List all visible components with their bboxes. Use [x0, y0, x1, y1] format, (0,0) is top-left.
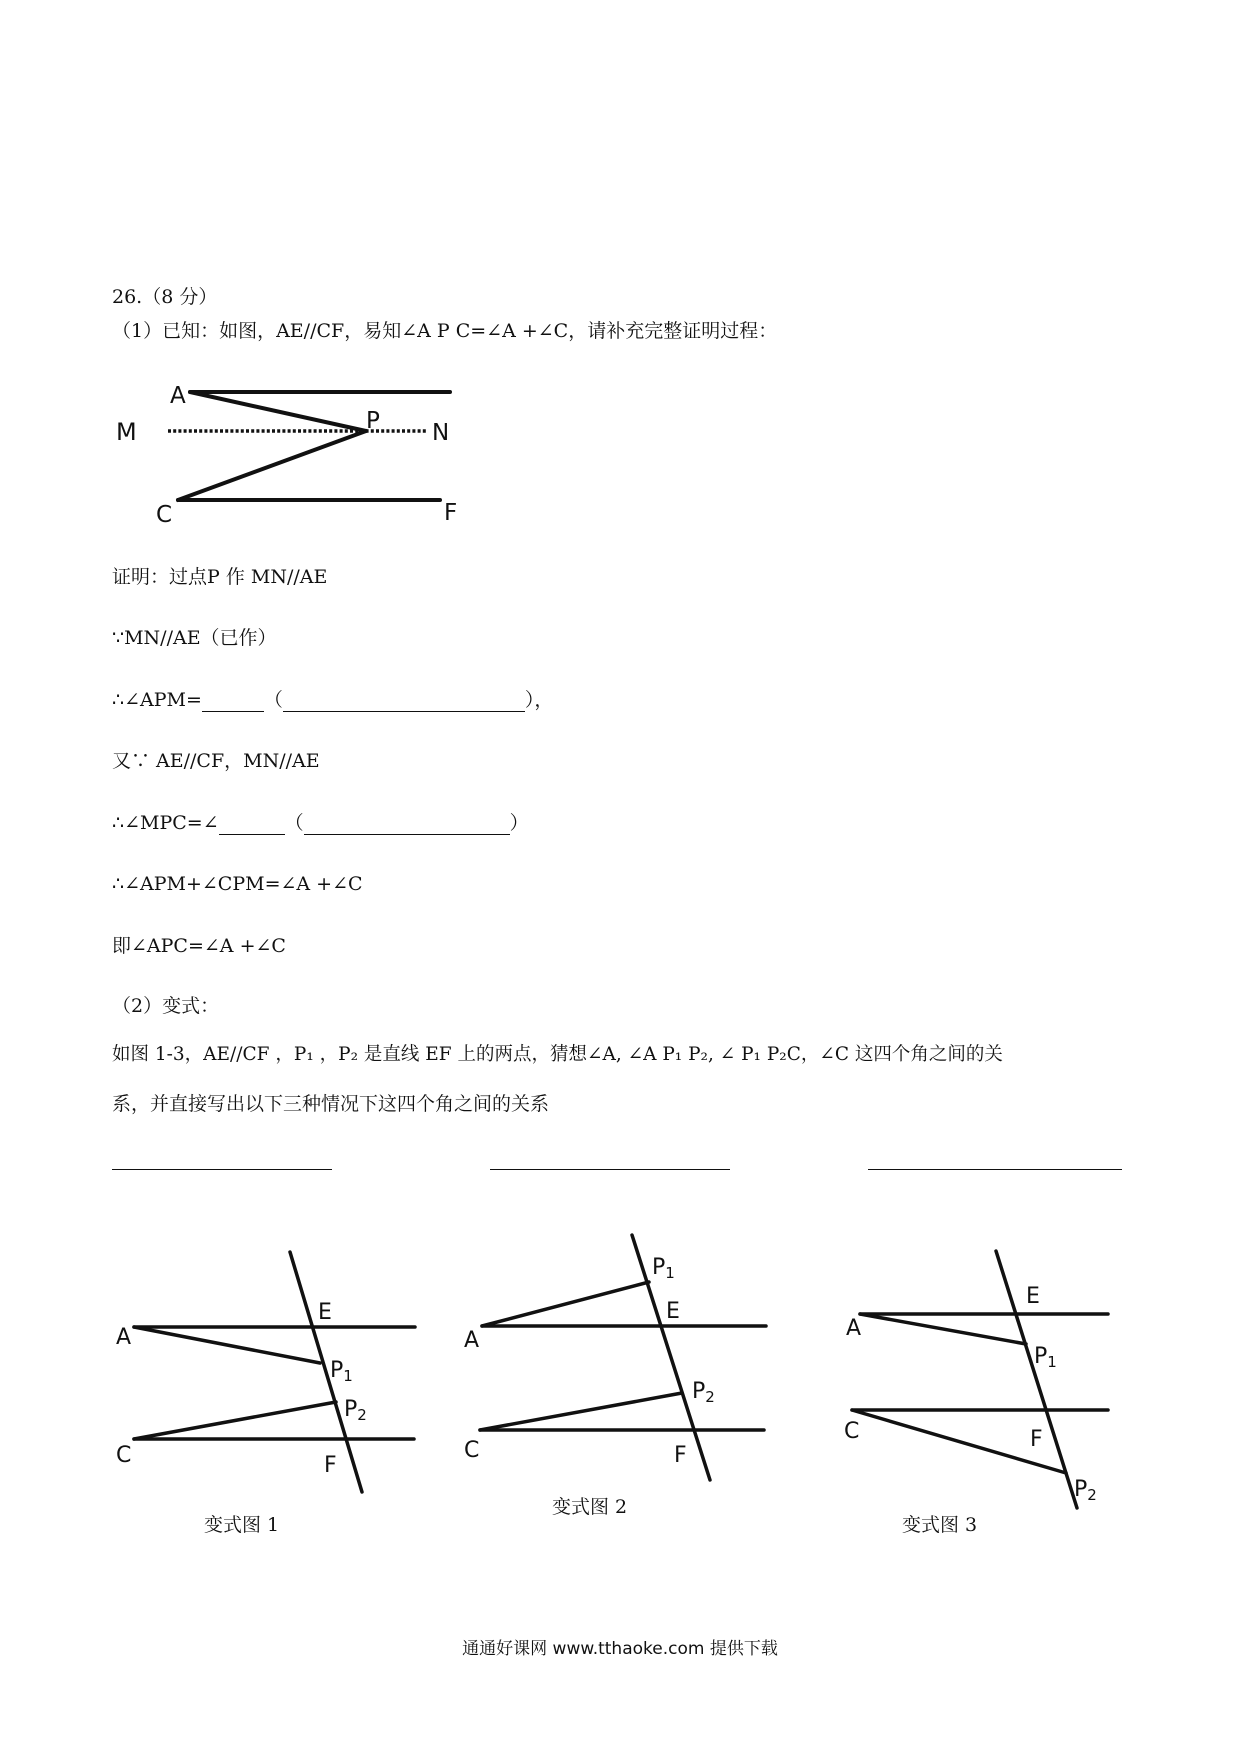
v3-label-a: A	[846, 1316, 862, 1341]
v1-label-p1: P1	[330, 1358, 353, 1385]
v2-label-a: A	[464, 1328, 480, 1353]
proof-line-3	[112, 689, 553, 712]
v3-label-p2: P2	[1074, 1477, 1097, 1504]
v3-segment-c-p2	[852, 1410, 1066, 1473]
v2-label-p1: P1	[652, 1255, 675, 1282]
label-n: N	[432, 420, 450, 446]
v1-label-e: E	[318, 1300, 332, 1325]
answer-blank-reason[interactable]	[283, 691, 525, 712]
answer-line-variant-2[interactable]	[490, 1169, 730, 1170]
proof-line-3-prefix: ∴∠APM=	[112, 689, 202, 711]
v3-label-e: E	[1026, 1284, 1040, 1309]
segment-ap	[190, 392, 366, 431]
v1-label-a: A	[116, 1325, 132, 1350]
v1-label-c: C	[116, 1443, 132, 1468]
footer-credit: 通通好课网 www.tthaoke.com 提供下载	[462, 1639, 778, 1659]
answer-line-variant-3[interactable]	[868, 1169, 1122, 1170]
proof-line-2: ∵MN//AE（已作）	[112, 627, 277, 649]
v1-label-p2: P2	[344, 1397, 367, 1424]
proof-line-5-prefix: ∴∠MPC=∠	[112, 812, 219, 834]
variant-1-caption: 变式图 1	[204, 1514, 280, 1536]
variant-figure-1	[134, 1252, 415, 1492]
v3-label-f: F	[1030, 1427, 1043, 1452]
v3-segment-a-p1	[860, 1314, 1026, 1344]
v2-label-p2: P2	[692, 1379, 715, 1406]
v3-transversal-ef	[996, 1251, 1077, 1508]
proof-line-5-paren-close: ）	[509, 812, 529, 834]
proof-line-3-paren-close: ），	[524, 689, 554, 711]
v2-label-e: E	[666, 1299, 680, 1324]
proof-line-1: 证明：过点P 作 MN//AE	[112, 566, 328, 588]
label-f: F	[444, 500, 458, 526]
v2-segment-c-p2	[480, 1393, 682, 1430]
v2-label-c: C	[464, 1438, 480, 1463]
proof-line-6: ∴∠APM+∠CPM=∠A +∠C	[112, 873, 363, 895]
v3-label-c: C	[844, 1419, 860, 1444]
v3-label-p1: P1	[1034, 1344, 1057, 1371]
problem-number: 26.（8 分）	[112, 286, 218, 308]
v1-label-f: F	[324, 1453, 337, 1478]
proof-line-5-paren-open: （	[284, 812, 304, 834]
v2-label-f: F	[674, 1443, 687, 1468]
label-a: A	[170, 383, 186, 409]
v1-segment-a-p1	[134, 1327, 320, 1363]
part2-text-line-2: 系，并直接写出以下三种情况下这四个角之间的关系	[112, 1093, 550, 1115]
answer-blank-reason-2[interactable]	[304, 814, 510, 835]
variant-figure-2	[480, 1235, 766, 1480]
variant-2-caption: 变式图 2	[552, 1496, 628, 1518]
label-p: P	[366, 408, 380, 434]
proof-line-5	[112, 812, 529, 835]
label-m: M	[116, 418, 137, 446]
proof-line-3-paren-open: （	[263, 689, 283, 711]
proof-line-4: 又∵ AE//CF，MN//AE	[112, 750, 320, 772]
v1-transversal-ef	[290, 1252, 362, 1492]
v2-segment-a-p1	[482, 1282, 649, 1326]
variant-figure-3	[852, 1251, 1108, 1508]
segment-cp	[178, 431, 366, 500]
label-c: C	[156, 502, 173, 528]
v2-transversal-ef	[632, 1235, 710, 1480]
part1-intro: （1）已知：如图，AE//CF，易知∠A P C=∠A +∠C，请补充完整证明过程：	[112, 320, 778, 342]
proof-line-7: 即∠APC=∠A +∠C	[112, 935, 286, 957]
answer-blank-angle[interactable]	[202, 691, 264, 712]
part2-text-line-1: 如图 1-3，AE//CF ，P₁ ，P₂ 是直线 EF 上的两点，猜想∠A, ∠A P₁ P₂, ∠ P₁ P₂C，∠C 这四个角之间的关	[112, 1044, 1003, 1065]
v1-segment-c-p2	[134, 1402, 336, 1439]
answer-blank-angle-2[interactable]	[219, 814, 285, 835]
variant-3-caption: 变式图 3	[902, 1514, 978, 1536]
answer-line-variant-1[interactable]	[112, 1169, 332, 1170]
part2-title: （2）变式：	[112, 995, 220, 1017]
